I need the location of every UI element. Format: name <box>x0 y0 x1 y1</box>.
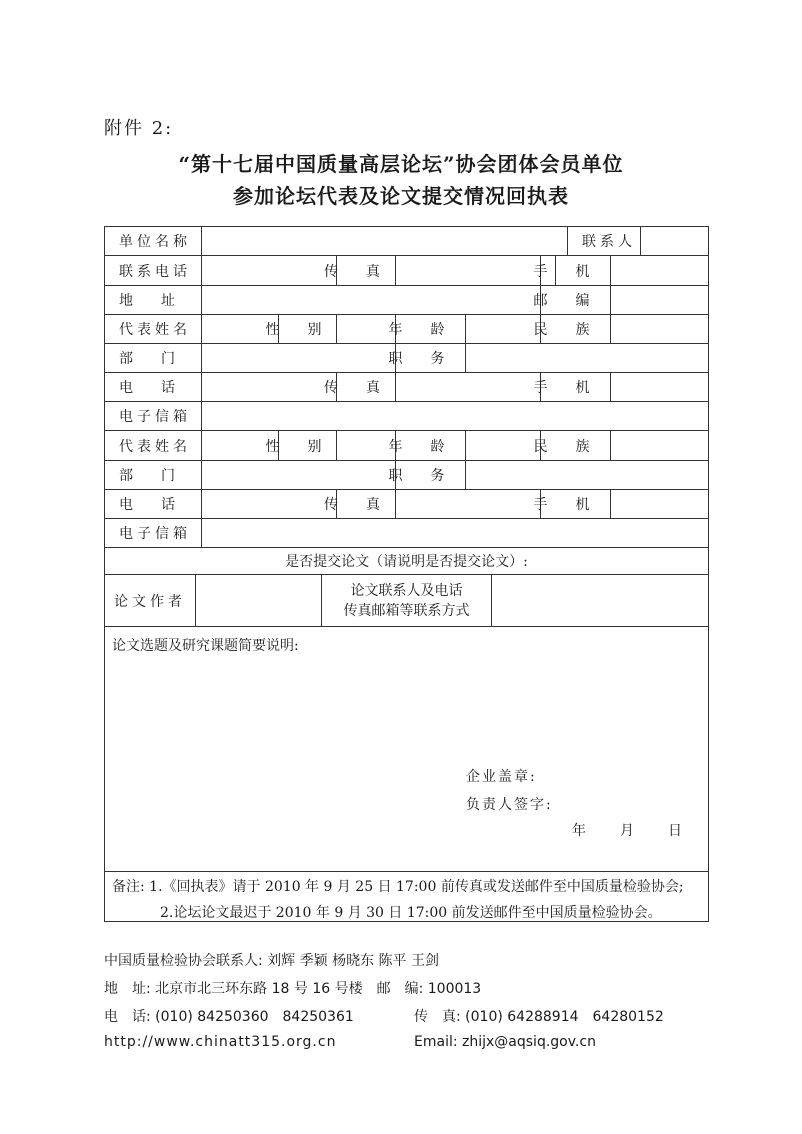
footer-address: 地 址: 北京市北三环东路 18 号 16 号楼 邮 编: 100013 <box>104 981 482 997</box>
rep2-age-label: 年龄 <box>396 431 466 461</box>
unit-name-label: 单位名称 <box>105 227 202 256</box>
sign-date: 年 月 日 <box>572 823 684 839</box>
rep1-fax-label: 传真 <box>337 373 396 402</box>
rep1-email-field[interactable] <box>202 402 709 431</box>
rep2-name-label: 代表姓名 <box>105 431 202 461</box>
footer-contacts: 中国质量检验协会联系人: 刘辉 季颖 杨晓东 陈平 王剑 <box>104 953 439 969</box>
paper-author-field[interactable] <box>196 575 322 627</box>
annex-label: 附件 2: <box>104 118 174 139</box>
form-title-line1: “第十七届中国质量高层论坛”协会团体会员单位 <box>178 152 624 176</box>
rep2-mobile-field[interactable] <box>611 490 709 519</box>
rep1-gender-label: 性别 <box>279 315 337 344</box>
responsible-signature-label: 负责人签字: <box>466 797 553 813</box>
paper-contact-field[interactable] <box>492 575 709 627</box>
rep1-email-label: 电子信箱 <box>105 402 202 431</box>
rep1-department-label: 部门 <box>105 344 202 373</box>
rep1-name-label: 代表姓名 <box>105 315 202 344</box>
note-line1: 备注: 1.《回执表》请于 2010 年 9 月 25 日 17:00 前传真或发送邮件至中国质量检验协会; <box>112 879 684 895</box>
rep1-ethnicity-field[interactable] <box>611 315 709 344</box>
rep1-age-field[interactable] <box>466 315 541 344</box>
rep1-phone-field[interactable] <box>202 373 337 402</box>
rep1-position-field[interactable] <box>466 344 709 373</box>
rep1-phone-label: 电话 <box>105 373 202 402</box>
rep1-fax-field[interactable] <box>396 373 541 402</box>
contact-field[interactable] <box>641 227 709 256</box>
contact-phone-field[interactable] <box>202 256 337 286</box>
paper-description-label: 论文选题及研究课题简要说明: <box>112 638 299 654</box>
fax-field[interactable] <box>396 256 541 286</box>
rep1-position-label: 职务 <box>396 344 466 373</box>
address-field[interactable] <box>202 286 541 315</box>
fax-label: 传真 <box>337 256 396 286</box>
paper-contact-line2: 传真邮箱等联系方式 <box>343 602 470 619</box>
rep2-email-label: 电子信箱 <box>105 519 202 548</box>
rep2-gender-label: 性别 <box>279 431 337 461</box>
rep1-department-field[interactable] <box>202 344 396 373</box>
rep1-age-label: 年龄 <box>396 315 466 344</box>
rep2-phone-field[interactable] <box>202 490 337 519</box>
rep1-gender-field[interactable] <box>337 315 396 344</box>
rep1-mobile-label: 手机 <box>541 373 611 402</box>
rep2-age-field[interactable] <box>466 431 541 461</box>
address-label: 地址 <box>105 286 202 315</box>
rep2-mobile-label: 手机 <box>541 490 611 519</box>
rep2-fax-field[interactable] <box>396 490 541 519</box>
rep2-email-field[interactable] <box>202 519 709 548</box>
paper-author-label: 论文作者 <box>105 575 196 627</box>
rep1-ethnicity-label: 民族 <box>541 315 611 344</box>
paper-contact-line1: 论文联系人及电话 <box>350 582 463 599</box>
rep2-gender-field[interactable] <box>337 431 396 461</box>
footer-email-link[interactable]: Email: zhijx@aqsiq.gov.cn <box>414 1034 596 1050</box>
contact-label: 联系人 <box>568 227 641 256</box>
contact-phone-label: 联系电话 <box>105 256 202 286</box>
footer-phone: 电 话: (010) 84250360 84250361 <box>104 1009 354 1025</box>
mobile-label: 手机 <box>541 256 611 286</box>
rep2-position-label: 职务 <box>396 461 466 490</box>
postcode-label: 邮编 <box>541 286 611 315</box>
form-title-line2: 参加论坛代表及论文提交情况回执表 <box>233 184 569 208</box>
paper-contact-label <box>322 575 492 627</box>
rep2-phone-label: 电话 <box>105 490 202 519</box>
note-line2: 2.论坛论文最迟于 2010 年 9 月 30 日 17:00 前发送邮件至中国质量检验协会。 <box>160 905 662 921</box>
rep2-position-field[interactable] <box>466 461 709 490</box>
mobile-field[interactable] <box>611 256 709 286</box>
company-seal-label: 企业盖章: <box>466 769 537 785</box>
rep2-fax-label: 传真 <box>337 490 396 519</box>
rep2-ethnicity-label: 民族 <box>541 431 611 461</box>
unit-name-field[interactable] <box>202 227 568 256</box>
postcode-field[interactable] <box>611 286 709 315</box>
footer-website-link[interactable]: http://www.chinatt315.org.cn <box>104 1034 337 1050</box>
rep2-department-label: 部门 <box>105 461 202 490</box>
paper-question: 是否提交论文（请说明是否提交论文）: <box>105 548 709 575</box>
reply-form-table <box>104 226 709 922</box>
rep2-department-field[interactable] <box>202 461 396 490</box>
rep2-ethnicity-field[interactable] <box>611 431 709 461</box>
footer-fax: 传 真: (010) 64288914 64280152 <box>414 1009 664 1025</box>
rep1-mobile-field[interactable] <box>611 373 709 402</box>
